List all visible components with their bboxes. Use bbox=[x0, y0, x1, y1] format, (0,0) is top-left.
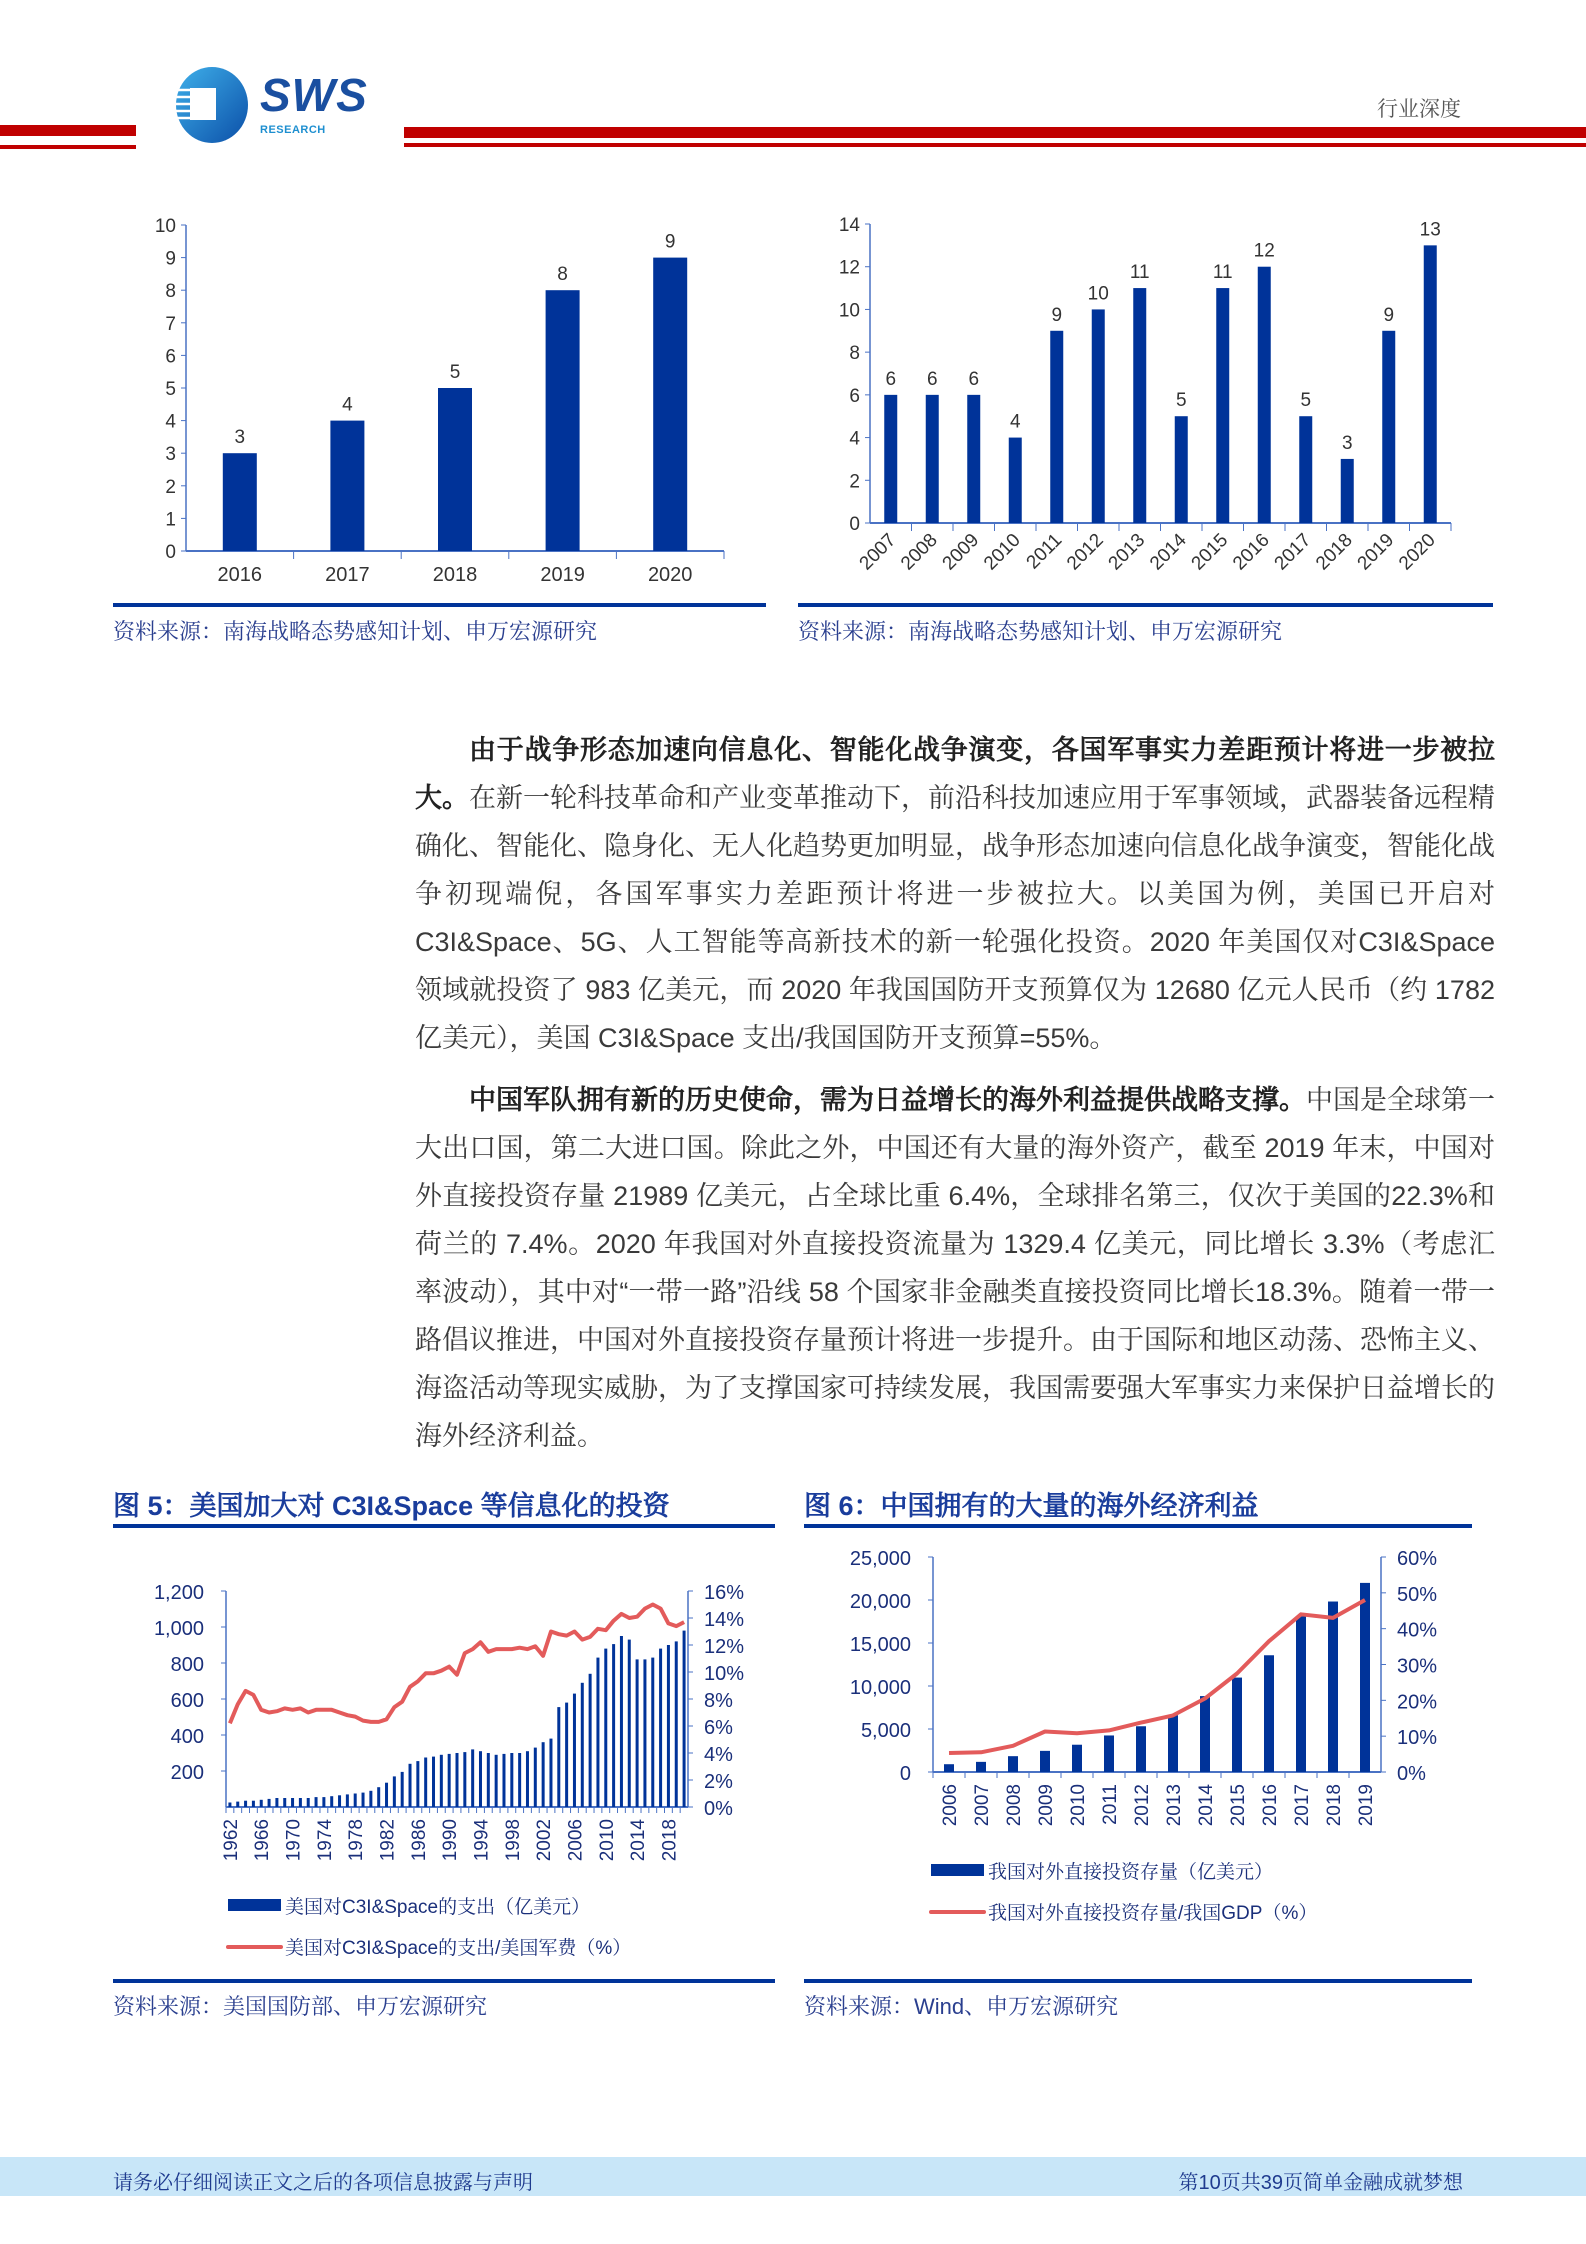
bar-2013 bbox=[1168, 1715, 1178, 1772]
bar-2014 bbox=[1175, 416, 1188, 523]
figure-6-chart bbox=[804, 1530, 1472, 1965]
x-tick-label: 1998 bbox=[502, 1819, 524, 1862]
bar-2020 bbox=[1424, 245, 1437, 523]
x-tick-label: 2010 bbox=[980, 529, 1025, 575]
bar-1971 bbox=[299, 1798, 302, 1807]
header-red-bar-left bbox=[0, 125, 136, 136]
x-tick-label: 2007 bbox=[855, 529, 901, 575]
header-red-bar-right bbox=[404, 127, 1586, 138]
x-tick-label: 2020 bbox=[1395, 529, 1440, 575]
y-tick-label: 6 bbox=[849, 385, 860, 407]
bar-2009 bbox=[1040, 1751, 1050, 1772]
x-tick-label: 2012 bbox=[1132, 1784, 1153, 1827]
left-y-tick-label: 15,000 bbox=[849, 1634, 911, 1656]
right-y-tick-label: 0% bbox=[1397, 1763, 1426, 1785]
paragraph-overseas-interests bbox=[415, 1076, 1495, 1460]
x-tick-label: 2018 bbox=[659, 1819, 681, 1862]
bar-2020 bbox=[683, 1631, 686, 1807]
left-y-tick-label: 5,000 bbox=[860, 1720, 911, 1742]
x-tick-label: 2006 bbox=[940, 1784, 961, 1827]
x-tick-label: 2014 bbox=[628, 1819, 650, 1862]
bar-2005 bbox=[565, 1703, 568, 1807]
left-y-tick-label: 200 bbox=[170, 1762, 204, 1784]
figure-5-title-rule bbox=[113, 1524, 775, 1528]
bar-1970 bbox=[291, 1798, 294, 1807]
data-label: 5 bbox=[1300, 390, 1312, 412]
y-tick-label: 12 bbox=[838, 257, 860, 279]
legend-line-label: 我国对外直接投资存量/我国GDP（%） bbox=[988, 1903, 1318, 1924]
bar-1979 bbox=[362, 1793, 365, 1807]
bar-2007 bbox=[976, 1762, 986, 1772]
bar-2008 bbox=[926, 395, 939, 523]
bar-2018 bbox=[438, 388, 472, 551]
x-tick-label: 2013 bbox=[1164, 1784, 1185, 1827]
x-tick-label: 2019 bbox=[1356, 1784, 1377, 1827]
bar-1991 bbox=[456, 1753, 459, 1807]
header-red-line-right bbox=[404, 143, 1586, 147]
bar-1980 bbox=[369, 1791, 372, 1807]
left-y-tick-label: 1,200 bbox=[153, 1582, 204, 1604]
right-y-tick-label: 14% bbox=[704, 1609, 745, 1631]
bar-2016 bbox=[651, 1658, 654, 1807]
bar-2000 bbox=[526, 1751, 529, 1807]
bar-2016 bbox=[1258, 267, 1271, 523]
right-y-tick-label: 40% bbox=[1397, 1619, 1438, 1642]
bar-2011 bbox=[1104, 1735, 1114, 1772]
data-label: 11 bbox=[1212, 262, 1233, 284]
x-tick-label: 2009 bbox=[1036, 1784, 1057, 1827]
footer-disclaimer[interactable]: 请务必仔细阅读正文之后的各项信息披露与声明 bbox=[113, 2172, 533, 2194]
x-tick-label: 2016 bbox=[217, 564, 263, 586]
bar-2006 bbox=[573, 1694, 576, 1807]
x-tick-label: 1982 bbox=[377, 1819, 399, 1862]
x-tick-label: 2007 bbox=[972, 1784, 993, 1827]
bar-1973 bbox=[315, 1797, 318, 1807]
left-y-tick-label: 10,000 bbox=[849, 1677, 911, 1699]
bar-1995 bbox=[487, 1753, 490, 1807]
bar-2019 bbox=[1382, 331, 1395, 523]
bar-1963 bbox=[236, 1802, 239, 1807]
data-label: 9 bbox=[664, 231, 676, 253]
y-tick-label: 0 bbox=[849, 514, 860, 535]
right-y-tick-label: 20% bbox=[1397, 1691, 1438, 1714]
x-tick-label: 2019 bbox=[1353, 529, 1399, 575]
footer-page-info: 第10页共39页简单金融成就梦想 bbox=[1178, 2172, 1463, 2194]
bar-2015 bbox=[1216, 288, 1229, 523]
logo-wordmark: SWS bbox=[260, 69, 368, 121]
chart1-source: 资料来源：南海战略态势感知计划、申万宏源研究 bbox=[113, 619, 598, 644]
top-right-bar-chart bbox=[810, 205, 1470, 600]
data-label: 9 bbox=[1383, 304, 1395, 326]
bar-1969 bbox=[283, 1798, 286, 1807]
bar-2019 bbox=[546, 290, 580, 551]
x-tick-label: 2008 bbox=[1004, 1784, 1025, 1827]
right-y-tick-label: 8% bbox=[704, 1690, 733, 1712]
right-y-tick-label: 0% bbox=[704, 1798, 733, 1820]
right-y-tick-label: 50% bbox=[1397, 1583, 1438, 1606]
x-tick-label: 2017 bbox=[1270, 529, 1316, 575]
bar-2016 bbox=[1264, 1655, 1274, 1772]
y-tick-label: 2 bbox=[165, 476, 176, 498]
bar-1974 bbox=[322, 1797, 325, 1807]
y-tick-label: 7 bbox=[165, 313, 176, 335]
bar-2018 bbox=[1341, 459, 1354, 523]
bar-1983 bbox=[393, 1776, 396, 1807]
x-tick-label: 2017 bbox=[325, 564, 370, 586]
x-tick-label: 2018 bbox=[432, 564, 478, 586]
legend-bar-label: 我国对外直接投资存量（亿美元） bbox=[988, 1862, 1274, 1883]
right-y-tick-label: 4% bbox=[704, 1744, 733, 1766]
bar-2019 bbox=[675, 1641, 678, 1807]
data-label: 3 bbox=[234, 427, 246, 449]
bar-1965 bbox=[252, 1801, 255, 1807]
y-tick-label: 14 bbox=[838, 215, 860, 236]
x-tick-label: 1962 bbox=[220, 1819, 242, 1862]
paragraph-lead: 由于战争形态加速向信息化、智能化战争演变，各国军事实力差距预计将进一步被拉大。 bbox=[415, 735, 1495, 813]
bar-1997 bbox=[502, 1754, 505, 1807]
bar-1962 bbox=[228, 1803, 231, 1808]
x-tick-label: 1986 bbox=[408, 1819, 430, 1862]
bar-2015 bbox=[643, 1659, 646, 1807]
bar-2010 bbox=[604, 1649, 607, 1807]
y-tick-label: 3 bbox=[165, 444, 176, 466]
bar-1987 bbox=[424, 1758, 427, 1808]
y-tick-label: 10 bbox=[154, 216, 176, 237]
bar-1985 bbox=[409, 1764, 412, 1807]
y-tick-label: 4 bbox=[165, 411, 176, 433]
y-tick-label: 0 bbox=[165, 542, 176, 563]
right-y-tick-label: 6% bbox=[704, 1717, 733, 1739]
data-label: 5 bbox=[1175, 390, 1187, 412]
data-label: 4 bbox=[1009, 411, 1021, 433]
top-left-bar-chart bbox=[130, 205, 750, 595]
bar-2009 bbox=[596, 1658, 599, 1807]
data-label: 6 bbox=[926, 368, 938, 390]
bar-2011 bbox=[612, 1644, 615, 1807]
bar-2012 bbox=[620, 1636, 623, 1807]
bar-2017 bbox=[659, 1649, 662, 1807]
legend-line-label: 美国对C3I&Space的支出/美国军费（%） bbox=[285, 1938, 632, 1959]
bar-1966 bbox=[260, 1800, 263, 1807]
bar-1990 bbox=[448, 1754, 451, 1807]
right-y-tick-label: 60% bbox=[1397, 1548, 1438, 1570]
bar-1986 bbox=[416, 1761, 419, 1807]
figure-5-chart bbox=[113, 1560, 775, 1965]
left-y-tick-label: 800 bbox=[170, 1654, 204, 1676]
bar-1989 bbox=[440, 1755, 443, 1807]
right-y-tick-label: 12% bbox=[704, 1636, 745, 1658]
x-tick-label: 2013 bbox=[1104, 529, 1150, 575]
paragraph-military-gap bbox=[415, 726, 1495, 1062]
x-tick-label: 1994 bbox=[471, 1819, 493, 1862]
x-tick-label: 1978 bbox=[346, 1819, 368, 1862]
bar-2002 bbox=[542, 1742, 545, 1807]
bar-1972 bbox=[307, 1798, 310, 1807]
data-label: 10 bbox=[1087, 283, 1109, 305]
x-tick-label: 2010 bbox=[596, 1819, 618, 1862]
y-tick-label: 8 bbox=[165, 281, 176, 303]
y-tick-label: 9 bbox=[165, 248, 176, 270]
x-tick-label: 2019 bbox=[540, 564, 585, 586]
data-label: 4 bbox=[342, 394, 353, 416]
bar-1976 bbox=[338, 1795, 341, 1807]
x-tick-label: 1966 bbox=[252, 1819, 274, 1862]
bar-2018 bbox=[667, 1645, 670, 1807]
y-tick-label: 6 bbox=[165, 346, 176, 368]
bar-2003 bbox=[549, 1739, 552, 1807]
bar-2017 bbox=[330, 421, 364, 551]
bar-1994 bbox=[479, 1751, 482, 1807]
bar-1998 bbox=[510, 1753, 513, 1807]
bar-2008 bbox=[589, 1674, 592, 1807]
x-tick-label: 2015 bbox=[1228, 1784, 1249, 1827]
x-tick-label: 2010 bbox=[1068, 1784, 1089, 1827]
right-y-tick-label: 16% bbox=[704, 1582, 745, 1604]
bar-1993 bbox=[471, 1749, 474, 1807]
bar-1968 bbox=[275, 1798, 278, 1807]
figure-6-bottom-rule bbox=[804, 1979, 1472, 1983]
data-label: 11 bbox=[1129, 262, 1150, 284]
body-text bbox=[415, 726, 1495, 1460]
y-tick-label: 2 bbox=[849, 471, 860, 493]
left-y-tick-label: 600 bbox=[170, 1690, 204, 1712]
x-tick-label: 1970 bbox=[283, 1819, 305, 1862]
legend-bar-swatch bbox=[931, 1864, 984, 1876]
data-label: 3 bbox=[1341, 432, 1353, 454]
figure-5-bottom-rule bbox=[113, 1979, 775, 1983]
bar-2004 bbox=[557, 1707, 560, 1807]
y-tick-label: 1 bbox=[165, 509, 176, 531]
header-red-line-left bbox=[0, 145, 136, 149]
x-tick-label: 2015 bbox=[1187, 529, 1233, 575]
x-tick-label: 1990 bbox=[440, 1819, 462, 1862]
x-tick-label: 1974 bbox=[314, 1819, 336, 1862]
bar-1999 bbox=[518, 1753, 521, 1807]
x-tick-label: 2006 bbox=[565, 1819, 587, 1862]
legend-bar-label: 美国对C3I&Space的支出（亿美元） bbox=[285, 1897, 591, 1918]
bar-2010 bbox=[1009, 438, 1022, 523]
data-label: 12 bbox=[1253, 240, 1275, 262]
y-tick-label: 8 bbox=[849, 343, 860, 365]
x-tick-label: 2002 bbox=[534, 1819, 556, 1862]
figure-5-title: 图 5：美国加大对 C3I&Space 等信息化的投资 bbox=[113, 1491, 670, 1521]
bar-1978 bbox=[354, 1794, 357, 1808]
bar-2013 bbox=[1133, 288, 1146, 523]
bar-1967 bbox=[268, 1799, 271, 1807]
bar-1982 bbox=[385, 1783, 388, 1807]
data-label: 6 bbox=[885, 368, 897, 390]
data-label: 6 bbox=[968, 368, 980, 390]
x-tick-label: 2018 bbox=[1312, 529, 1357, 575]
x-tick-label: 2011 bbox=[1022, 529, 1067, 574]
bar-2008 bbox=[1008, 1756, 1018, 1772]
figure-6-title-rule bbox=[804, 1524, 1472, 1528]
bar-2009 bbox=[967, 395, 980, 523]
data-label: 9 bbox=[1051, 304, 1063, 326]
data-label: 5 bbox=[449, 362, 461, 383]
paragraph-lead: 中国军队拥有新的历史使命，需为日益增长的海外利益提供战略支撑。 bbox=[469, 1085, 1306, 1115]
bar-2014 bbox=[636, 1659, 639, 1807]
chart1-bottom-rule bbox=[113, 603, 766, 607]
line-series bbox=[230, 1605, 684, 1724]
x-tick-label: 2018 bbox=[1324, 1784, 1345, 1827]
sws-logo bbox=[172, 66, 372, 146]
bar-1992 bbox=[463, 1752, 466, 1807]
section-label: 行业深度 bbox=[1377, 98, 1461, 121]
data-label: 13 bbox=[1419, 219, 1441, 241]
x-tick-label: 2017 bbox=[1292, 1784, 1313, 1827]
x-tick-label: 2009 bbox=[938, 529, 984, 575]
bar-2014 bbox=[1200, 1696, 1210, 1772]
bar-2015 bbox=[1232, 1678, 1242, 1772]
bar-2012 bbox=[1136, 1726, 1146, 1772]
y-tick-label: 4 bbox=[849, 428, 860, 450]
bar-1988 bbox=[432, 1757, 435, 1807]
right-y-tick-label: 10% bbox=[1397, 1727, 1438, 1750]
chart2-bottom-rule bbox=[798, 603, 1493, 607]
x-tick-label: 2016 bbox=[1229, 529, 1274, 575]
left-y-tick-label: 0 bbox=[899, 1763, 911, 1785]
bar-2007 bbox=[581, 1683, 584, 1807]
bar-1964 bbox=[244, 1801, 247, 1807]
legend-bar-swatch bbox=[228, 1899, 281, 1911]
right-y-tick-label: 10% bbox=[704, 1663, 745, 1685]
bar-2019 bbox=[1360, 1583, 1370, 1772]
bar-2017 bbox=[1296, 1616, 1306, 1772]
bar-2018 bbox=[1328, 1602, 1338, 1772]
bar-2007 bbox=[884, 395, 897, 523]
x-tick-label: 2020 bbox=[647, 564, 693, 586]
paragraph-text: 中国是全球第一大出口国，第二大进口国。除此之外，中国还有大量的海外资产，截至 2019 年末，中国对外直接投资存量 21989 亿美元，占全球比重 6.4%，全球排名第三，仅次于美国的22.3%和荷兰的 7.4%。2020 年我国对外直接投资流量为 1329.4 亿美元，同比增长 3.3%（考虑汇率波动），其中对“一带一路”沿线 58 个国家非金融类直接投资同比增长18.3%。随着一带一路倡议推进，中国对外直接投资存量预计将进一步提升。由于国际和地区动荡、恐怖主义、海盗活动等现实威胁，为了支撑国家可持续发展，我国需要强大军事实力来保护日益增长的海外经济利益。 bbox=[415, 1085, 1495, 1451]
left-y-tick-label: 25,000 bbox=[849, 1548, 911, 1570]
x-tick-label: 2011 bbox=[1100, 1784, 1121, 1825]
y-tick-label: 10 bbox=[838, 300, 860, 322]
paragraph-text: 在新一轮科技革命和产业变革推动下，前沿科技加速应用于军事领域，武器装备远程精确化、智能化、隐身化、无人化趋势更加明显，战争形态加速向信息化战争演变，智能化战争初现端倪，各国军事实力差距预计将进一步被拉大。以美国为例，美国已开启对C3I&Space、5G、人工智能等高新技术的新一轮强化投资。2020 年美国仅对C3I&Space 领域就投资了 983 亿美元，而 2020 年我国国防开支预算仅为 12680 亿元人民币（约 1782 亿美元），美国 C3I&Space 支出/我国国防开支预算=55%。 bbox=[415, 783, 1495, 1053]
figure-6-source: 资料来源：Wind、申万宏源研究 bbox=[804, 1994, 1119, 2019]
bar-2020 bbox=[653, 258, 687, 551]
bar-2010 bbox=[1072, 1745, 1082, 1772]
left-y-tick-label: 20,000 bbox=[849, 1591, 911, 1613]
data-label: 8 bbox=[557, 264, 568, 286]
x-tick-label: 2012 bbox=[1063, 529, 1108, 575]
bar-1977 bbox=[346, 1794, 349, 1807]
right-y-tick-label: 2% bbox=[704, 1771, 733, 1793]
bar-2001 bbox=[534, 1748, 537, 1807]
x-tick-label: 2014 bbox=[1196, 1784, 1217, 1827]
right-y-tick-label: 30% bbox=[1397, 1655, 1438, 1678]
bar-1975 bbox=[330, 1796, 333, 1807]
bar-1981 bbox=[377, 1787, 380, 1807]
x-tick-label: 2014 bbox=[1146, 529, 1191, 575]
bar-2013 bbox=[628, 1640, 631, 1807]
bar-2012 bbox=[1092, 309, 1105, 523]
bar-2016 bbox=[223, 453, 257, 551]
x-tick-label: 2016 bbox=[1260, 1784, 1281, 1827]
figure-5-source: 资料来源：美国国防部、申万宏源研究 bbox=[113, 1994, 488, 2019]
chart2-source: 资料来源：南海战略态势感知计划、申万宏源研究 bbox=[798, 619, 1283, 644]
logo-subtitle: RESEARCH bbox=[260, 124, 326, 136]
bar-2011 bbox=[1050, 331, 1063, 523]
left-y-tick-label: 400 bbox=[170, 1726, 204, 1748]
y-tick-label: 5 bbox=[165, 379, 176, 400]
bar-2006 bbox=[944, 1764, 954, 1772]
footer-band bbox=[0, 2157, 1586, 2196]
sws-logo-icon bbox=[172, 66, 250, 144]
bar-2017 bbox=[1299, 416, 1312, 523]
figure-6-title: 图 6：中国拥有的大量的海外经济利益 bbox=[804, 1491, 1259, 1521]
x-tick-label: 2008 bbox=[897, 529, 942, 575]
left-y-tick-label: 1,000 bbox=[153, 1618, 204, 1640]
bar-1996 bbox=[495, 1755, 498, 1807]
bar-1984 bbox=[401, 1772, 404, 1807]
